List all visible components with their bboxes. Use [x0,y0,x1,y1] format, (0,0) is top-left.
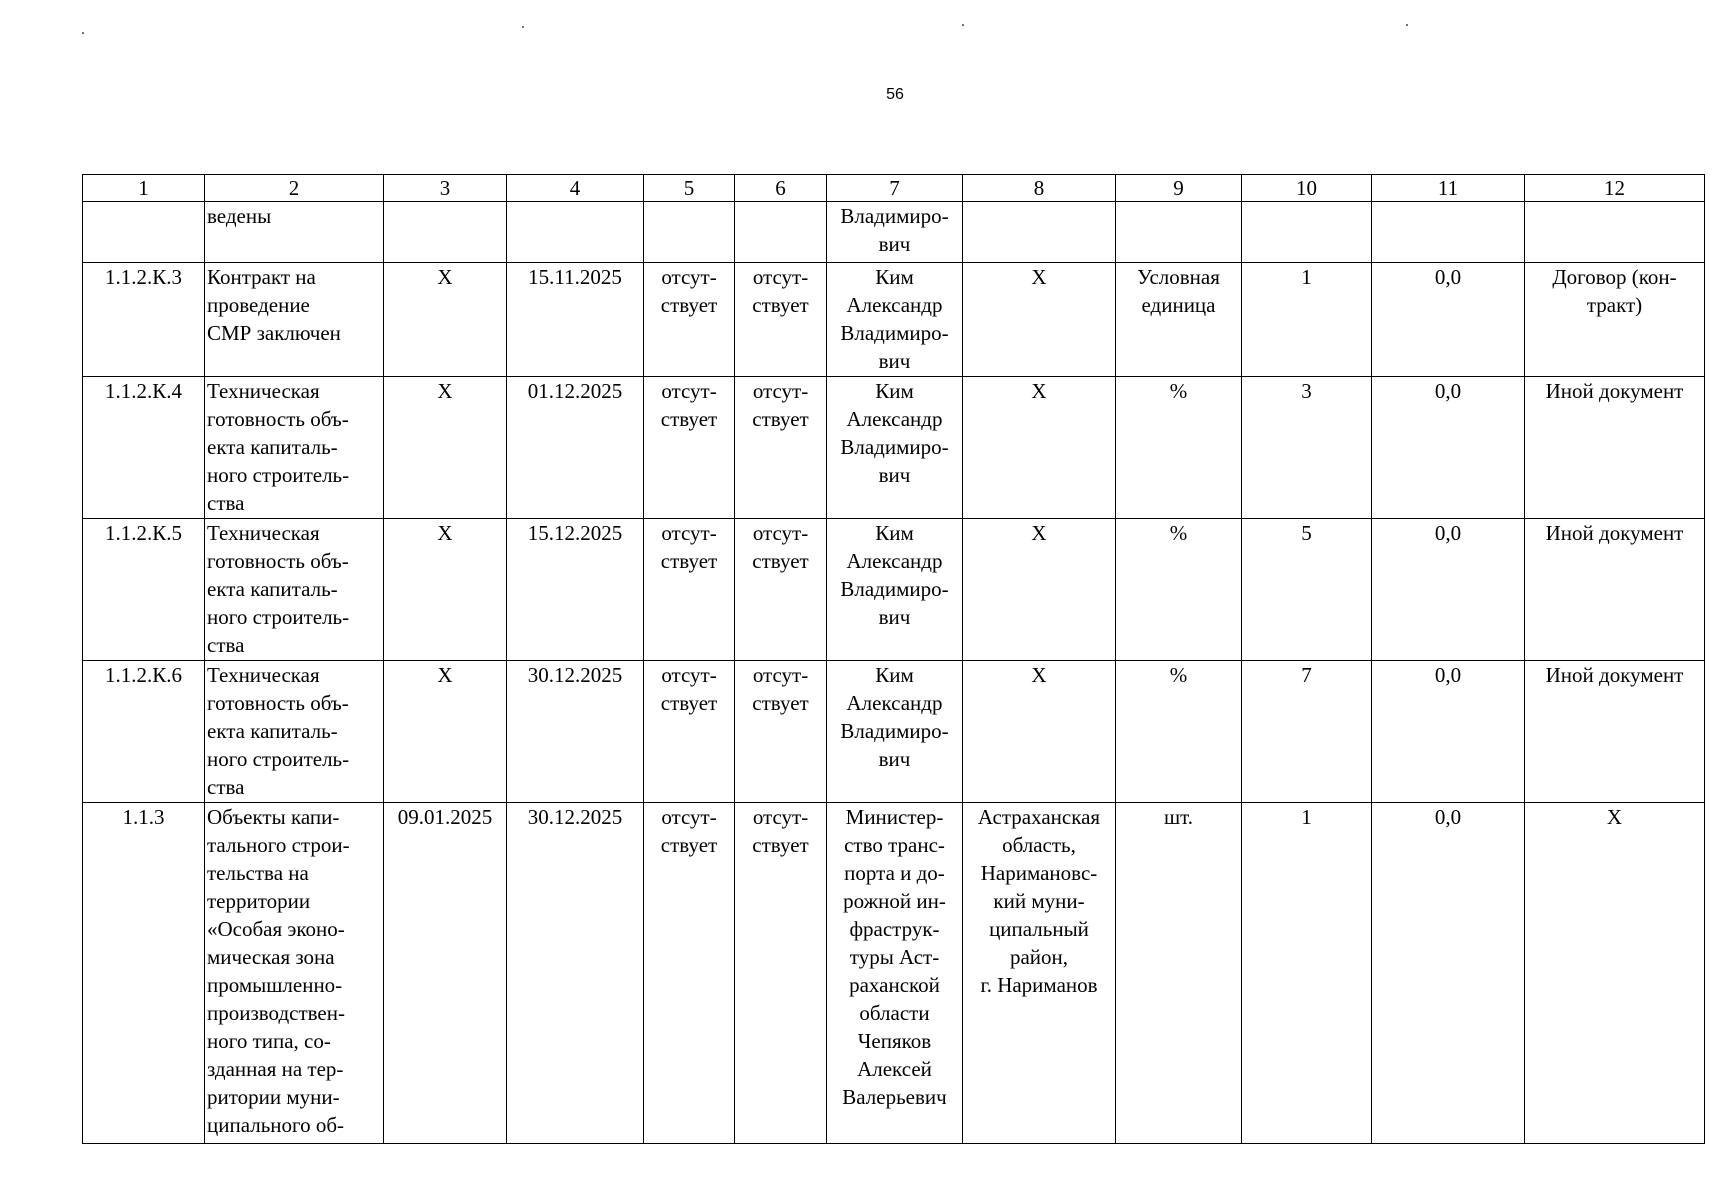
cell-line: район, [1009,945,1069,969]
cell-line: Техническая [207,521,320,545]
row-col4: 30.12.2025 [507,803,644,1144]
row-col8 [963,803,1116,1144]
column-header-6: 6 [735,175,827,202]
scan-speck [82,32,84,34]
row-col9 [1116,803,1242,1144]
row-code: 1.1.2.К.4 [83,377,205,519]
cell-line: Контракт на [207,265,316,289]
row-col3: Х [384,661,507,803]
row-col6 [735,661,827,803]
cell-line: ство транс- [844,833,945,857]
cell-line: ствует [660,407,718,431]
cell-line: Договор (кон- [1552,265,1677,289]
scan-speck [1406,24,1408,26]
row-name [205,519,384,661]
cell-line: туры Аст- [849,945,940,969]
cell-line: ного типа, со- [207,1029,331,1053]
cell-line: кий муни- [993,889,1085,913]
column-header-11: 11 [1372,175,1525,202]
table-body [83,202,1705,1144]
cell-line: Ким [875,663,914,687]
row-col8 [963,661,1116,803]
cell-line: ствует [660,293,718,317]
row-code [83,202,205,263]
cell-line: ствует [752,407,809,431]
cell-line: фраструк- [849,917,940,941]
row-name [205,661,384,803]
cell-line: тального строи- [207,833,350,857]
cell-line: Ким [875,379,914,403]
cell-line: ствует [752,293,809,317]
cell-line: Александр [846,407,943,431]
row-col10: 1 [1242,803,1372,1144]
cell-line: Объекты капи- [207,805,340,829]
row-col6 [735,377,827,519]
cell-line: Владимиро- [840,321,949,345]
cell-line: отсут- [752,521,809,545]
column-header-5: 5 [644,175,735,202]
table-row [83,263,1705,377]
cell-line: СМР заключен [207,321,341,345]
column-header-3: 3 [384,175,507,202]
cell-line: Валерьевич [842,1085,947,1109]
row-col9 [1116,263,1242,377]
row-col8 [963,202,1116,263]
cell-line: ного строитель- [207,605,350,629]
row-name [205,377,384,519]
cell-line: территории [207,889,311,913]
row-col12 [1525,803,1705,1144]
row-col5 [644,519,735,661]
table-row [83,377,1705,519]
cell-line: Александр [846,293,943,317]
cell-line: ствует [660,549,718,573]
row-col10: 1 [1242,263,1372,377]
cell-line: отсут- [661,379,717,403]
cell-line: Александр [846,549,943,573]
row-col7 [827,803,963,1144]
cell-line: зданная на тер- [207,1057,344,1081]
cell-line: Ким [875,521,914,545]
row-col8 [963,263,1116,377]
cell-line: ного строитель- [207,747,350,771]
cell-line: ного строитель- [207,463,350,487]
column-header-8: 8 [963,175,1116,202]
row-col5 [644,377,735,519]
column-header-12: 12 [1525,175,1705,202]
cell-line: Ким [875,265,914,289]
cell-line: отсут- [661,805,717,829]
cell-line: вич [878,232,911,256]
row-col10: 7 [1242,661,1372,803]
cell-line: Министер- [845,805,944,829]
cell-line: вич [878,605,911,629]
cell-line: Чепяков [857,1029,932,1053]
cell-line: Х [1031,521,1047,545]
cell-line: Наримановс- [980,861,1098,885]
cell-line: раханской [849,973,940,997]
cell-line: тракт) [1586,293,1643,317]
row-col3: Х [384,519,507,661]
page-number: 56 [886,86,904,103]
row-col12 [1525,519,1705,661]
cell-line: ствует [752,833,809,857]
cell-line: екта капиталь- [207,719,338,743]
cell-line: ствует [752,691,809,715]
cell-line: екта капиталь- [207,435,338,459]
cell-line: Астраханская [977,805,1101,829]
row-col10 [1242,202,1372,263]
cell-line: производствен- [207,1001,345,1025]
cell-line: вич [878,747,911,771]
cell-line: тельства на [207,861,309,885]
column-header-4: 4 [507,175,644,202]
row-col9 [1116,377,1242,519]
table-row [83,202,1705,263]
cell-line: вич [878,349,911,373]
cell-line: Владимиро- [840,719,949,743]
cell-line: Иной документ [1545,663,1684,687]
row-col9 [1116,519,1242,661]
cell-line: ства [207,491,245,515]
row-col9 [1116,202,1242,263]
row-col8 [963,519,1116,661]
row-col11: 0,0 [1372,803,1525,1144]
row-col5 [644,263,735,377]
column-header-1: 1 [83,175,205,202]
cell-line: ведены [207,204,272,228]
cell-line: Х [1606,805,1623,829]
cell-line: Владимиро- [840,435,949,459]
row-col4: 30.12.2025 [507,661,644,803]
table-row [83,803,1705,1144]
table-row [83,519,1705,661]
row-col12 [1525,661,1705,803]
row-col8 [963,377,1116,519]
cell-line: ципального об- [207,1113,345,1137]
data-table [82,174,1705,1144]
cell-line: отсут- [661,521,717,545]
cell-line: «Особая эконо- [207,917,345,941]
row-col7 [827,202,963,263]
row-name [205,202,384,263]
row-col4: 01.12.2025 [507,377,644,519]
cell-line: промышленно- [207,973,343,997]
row-col4: 15.12.2025 [507,519,644,661]
cell-line: ствует [752,549,809,573]
row-code: 1.1.2.К.5 [83,519,205,661]
row-code: 1.1.2.К.6 [83,661,205,803]
row-col7 [827,519,963,661]
cell-line: г. Нариманов [980,973,1098,997]
column-header-10: 10 [1242,175,1372,202]
cell-line: Условная [1137,265,1220,289]
row-col3: Х [384,377,507,519]
row-col6 [735,803,827,1144]
cell-line: порта и до- [844,861,945,885]
table-row [83,661,1705,803]
scan-speck [522,26,524,28]
cell-line: % [1169,663,1188,687]
row-col5 [644,661,735,803]
column-header-9: 9 [1116,175,1242,202]
column-header-7: 7 [827,175,963,202]
cell-line: готовность объ- [207,407,349,431]
cell-line: Х [1031,663,1047,687]
cell-line: Иной документ [1545,521,1684,545]
cell-line: проведение [207,293,310,317]
row-col11: 0,0 [1372,377,1525,519]
cell-line: ства [207,775,245,799]
cell-line: Х [1031,379,1047,403]
cell-line: ствует [660,833,718,857]
row-col12 [1525,377,1705,519]
row-name [205,263,384,377]
cell-line: отсут- [661,663,717,687]
cell-line: ствует [660,691,718,715]
row-col4: 15.11.2025 [507,263,644,377]
row-col11: 0,0 [1372,661,1525,803]
cell-line: ства [207,633,245,657]
row-col4 [507,202,644,263]
cell-line: Александр [846,691,943,715]
row-col6 [735,202,827,263]
row-col3: 09.01.2025 [384,803,507,1144]
cell-line: % [1169,521,1188,545]
row-col5 [644,202,735,263]
scan-speck [962,24,964,26]
cell-line: отсут- [752,663,809,687]
cell-line: отсут- [752,379,809,403]
cell-line: Владимиро- [840,204,949,228]
row-col7 [827,263,963,377]
row-col7 [827,661,963,803]
cell-line: Алексей [857,1057,932,1081]
cell-line: шт. [1163,805,1194,829]
cell-line: рожной ин- [843,889,946,913]
row-code: 1.1.3 [83,803,205,1144]
row-col11: 0,0 [1372,519,1525,661]
row-col6 [735,519,827,661]
cell-line: Техническая [207,663,320,687]
row-col12 [1525,202,1705,263]
cell-line: ципальный [989,917,1089,941]
cell-line: Техническая [207,379,320,403]
table-header-row [83,175,1705,202]
row-col11 [1372,202,1525,263]
row-col11: 0,0 [1372,263,1525,377]
row-col6 [735,263,827,377]
row-code: 1.1.2.К.3 [83,263,205,377]
cell-line: отсут- [661,265,717,289]
cell-line: Владимиро- [840,577,949,601]
cell-line: % [1169,379,1188,403]
cell-line: ритории муни- [207,1085,340,1109]
cell-line: область, [1002,833,1076,857]
cell-line: Х [1031,265,1047,289]
row-col7 [827,377,963,519]
cell-line: вич [878,463,911,487]
cell-line: отсут- [752,265,809,289]
cell-line: области [859,1001,930,1025]
column-header-2: 2 [205,175,384,202]
row-col3: Х [384,263,507,377]
cell-line: мическая зона [207,945,335,969]
row-col12 [1525,263,1705,377]
cell-line: готовность объ- [207,691,349,715]
cell-line: единица [1141,293,1216,317]
cell-line: Иной документ [1545,379,1684,403]
row-col3 [384,202,507,263]
cell-line: готовность объ- [207,549,349,573]
row-col10: 3 [1242,377,1372,519]
row-col5 [644,803,735,1144]
cell-line: отсут- [752,805,809,829]
row-col9 [1116,661,1242,803]
row-name [205,803,384,1144]
row-col10: 5 [1242,519,1372,661]
cell-line: екта капиталь- [207,577,338,601]
